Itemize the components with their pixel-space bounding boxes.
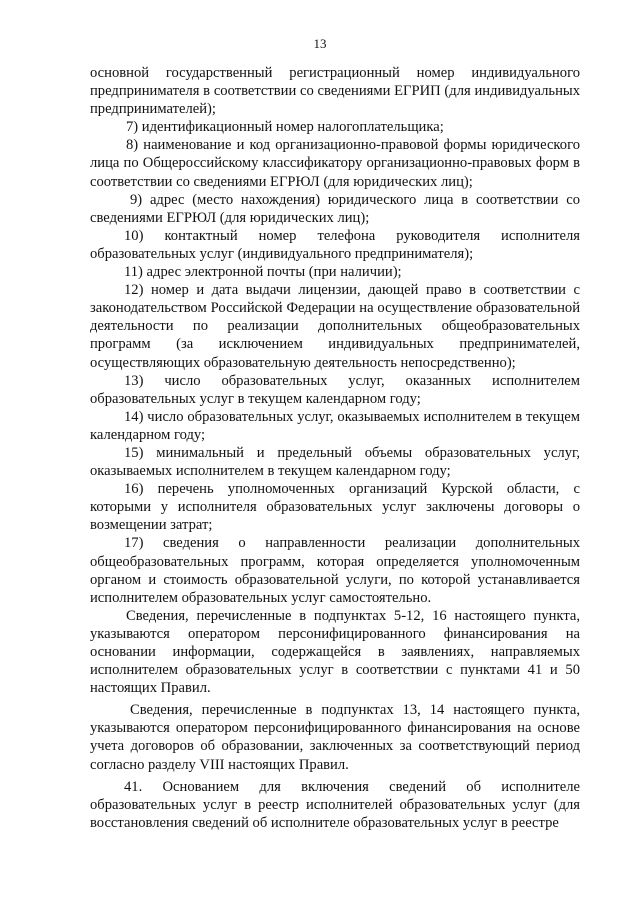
paragraph-item-15: 15) минимальный и предельный объемы образовательных услуг, оказываемых исполнителем в текущем календарном году; [90,444,580,480]
paragraph-item-12: 12) номер и дата выдачи лицензии, дающей право в соответствии с законодательством Российской Федерации на осуществление образовательной деятельности по реализации дополнительных общеобразовательных программ (за исключением индивидуальных предпринимателей, осуществляющих образовательную деятельность непосредственно); [90,282,580,371]
paragraph-item-11: 11) адрес электронной почты (при наличии); [124,264,402,281]
paragraph-info-13-14: Сведения, перечисленные в подпунктах 13, 14 настоящего пункта, указываются оператором персонифицированного финансирования на основе учета договоров об образовании, заключенных за соответствующий период согласно разделу VIII настоящих Правил. [90,702,580,773]
paragraph-item-9: 9) адрес (место нахождения) юридического лица в соответствии со сведениями ЕГРЮЛ (для юридических лиц); [90,191,580,226]
page-number: 13 [313,36,327,51]
paragraph-info-5-12: Сведения, перечисленные в подпунктах 5-12, 16 настоящего пункта, указываются оператором персонифицированного финансирования на основании информации, содержащейся в заявлениях, направляемых исполнителем образовательных услуг в соответствии с пунктами 41 и 50 настоящих Правил. [90,607,580,697]
paragraph-item-10: 10) контактный номер телефона руководителя исполнителя образовательных услуг (индивидуального предпринимателя); [90,227,580,262]
paragraph-item-14: 14) число образовательных услуг, оказываемых исполнителем в текущем календарном году; [90,408,580,443]
document-body [90,64,580,832]
paragraph-ogrnip-continuation: основной государственный регистрационный номер индивидуального предпринимателя в соответствии со сведениями ЕГРИП (для индивидуальных предпринимателей); [90,65,580,118]
paragraph-point-41: 41. Основанием для включения сведений об исполнителе образовательных услуг в реестр исполнителей образовательных услуг (для восстановления сведений об исполнителе образовательных услуг в реестре [90,778,580,831]
paragraph-item-7: 7) идентификационный номер налогоплательщика; [126,119,444,136]
paragraph-item-16: 16) перечень уполномоченных организаций Курской области, с которыми у исполнителя образовательных услуг заключены договоры о возмещении затрат; [90,481,580,534]
paragraph-item-17: 17) сведения о направленности реализации дополнительных общеобразовательных программ, которая определяется уполномоченным органом и стоимость образовательной услуги, по которой устанавливается исполнителем образовательных услуг самостоятельно. [90,535,580,606]
paragraph-item-13: 13) число образовательных услуг, оказанных исполнителем образовательных услуг в текущем календарном году; [90,372,580,407]
paragraph-item-8: 8) наименование и код организационно-правовой формы юридического лица по Общероссийскому классификатору организационно-правовых форм в соответствии со сведениями ЕГРЮЛ (для юридических лиц); [90,137,580,190]
